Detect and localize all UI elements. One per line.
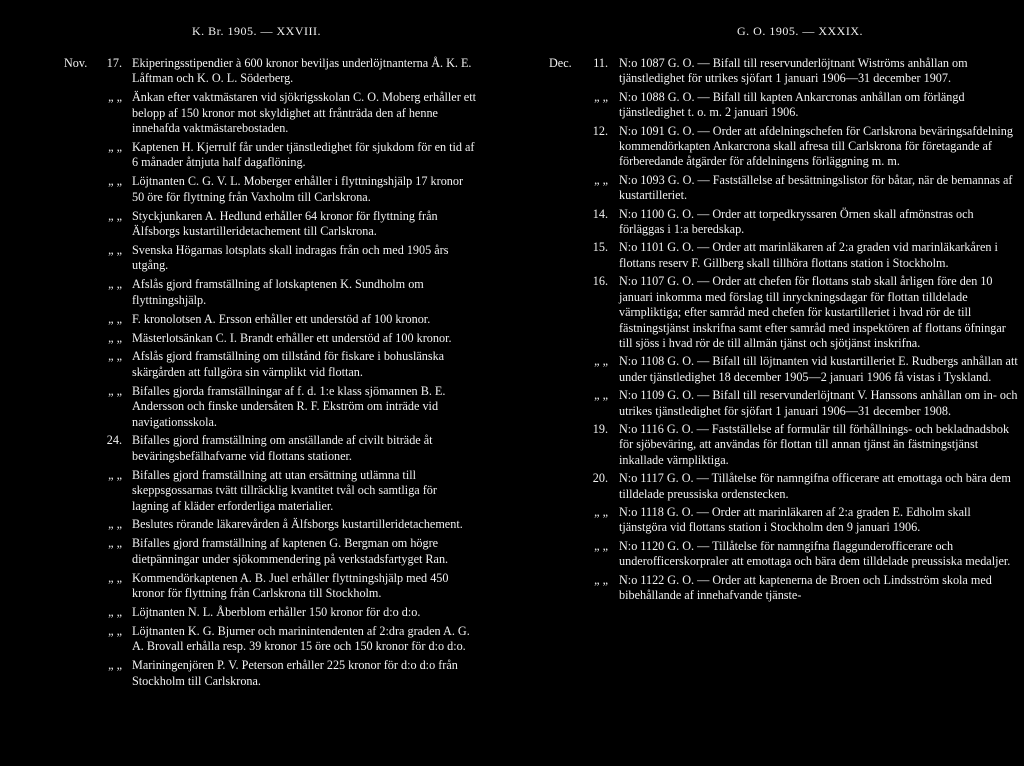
entry-day: „ „	[108, 311, 122, 326]
entry-day: 14.	[592, 206, 608, 221]
entry-day: „ „	[594, 572, 608, 587]
entry	[532, 207, 1024, 238]
entry-text: N:o 1116 G. O. — Fastställelse af formulär till förhållnings- och bekladnadsbok för sjöbeväring, att användas för flottan till annan tjänst än fästningstjänst inkallade värnpliktiga.	[619, 421, 1010, 467]
entry-text: Löjtnanten C. G. V. L. Moberger erhåller i flyttningshjälp 17 kronor 50 öre för flyttning från Vaxholm till Carlskrona.	[132, 174, 464, 204]
entry-text: N:o 1087 G. O. — Bifall till reservunderlöjtnant Wiströms anhållan om tjänstledighet för utrikes sjöfart 1 januari 1906—31 december 1907.	[619, 56, 968, 86]
entry	[0, 468, 490, 514]
entry-text: Ekiperingsstipendier à 600 kronor beviljas underlöjtnanterna Å. K. E. Låftman och K. O. L. Söderberg.	[132, 56, 472, 86]
entry-text: Bifalles gjord framställning af kaptenen G. Bergman om högre dietpänningar under sjökommendering på verkstadsfartyget Ran.	[132, 536, 449, 566]
entry	[0, 517, 490, 532]
entry-day: „ „	[594, 538, 608, 553]
entry-text: N:o 1108 G. O. — Bifall till löjtnanten vid kustartilleriet E. Rudbergs anhållan att under tjänstledighet 18 december 1905—2 januari 1906 få vistas i Tyskland.	[619, 354, 1018, 384]
entry-day: „ „	[594, 172, 608, 187]
entry	[0, 90, 490, 136]
entry-day: „ „	[108, 242, 122, 257]
entry-text: Löjtnanten K. G. Bjurner och marinintendenten af 2:dra graden A. G. A. Brovall erhålla resp. 39 kronor 15 öre och 150 kronor för d:o d:o.	[132, 623, 470, 654]
entry	[532, 471, 1024, 502]
entry	[0, 658, 490, 689]
entry	[0, 209, 490, 240]
entry-text: Bifalles gjord framställning om anställande af civilt biträde åt beväringsbefälhafvarne vid flottans stationer.	[132, 433, 433, 463]
entry-text: Styckjunkaren A. Hedlund erhåller 64 kronor för flyttning från Älfsborgs kustartilleridetachement till Carlskrona.	[132, 208, 438, 239]
entry	[0, 384, 490, 430]
entry-text: Änkan efter vaktmästaren vid sjökrigsskolan C. O. Moberg erhåller ett belopp af 150 kronor mot skyldighet att frånträda den af henne innehafda vaktmästarebostaden.	[132, 90, 476, 136]
entry-text: N:o 1122 G. O. — Order att kaptenerna de Broen och Lindsström skola med bibehållande af innehafvande tjänste-	[619, 572, 992, 602]
entry-day: 19.	[592, 421, 608, 436]
entry	[0, 536, 490, 567]
entry	[532, 354, 1024, 385]
entry-day: 16.	[592, 274, 608, 289]
entry-text: N:o 1101 G. O. — Order att marinläkaren af 2:a graden vid marinläkarkåren i flottans reserv F. Gillberg skall tillhöra flottans station i Stockholm.	[619, 240, 998, 270]
entry	[532, 124, 1024, 170]
entry-text: Mariningenjören P. V. Peterson erhåller 225 kronor för d:o d:o från Stockholm till Carlskrona.	[132, 658, 458, 688]
entry-text: Svenska Högarnas lotsplats skall indragas från och med 1905 års utgång.	[132, 242, 449, 273]
page-header: K. Br. 1905. — XXVIII.	[192, 24, 321, 38]
right-page	[532, 0, 1024, 766]
entry	[532, 90, 1024, 121]
entry-text: N:o 1109 G. O. — Bifall till reservunderlöjtnant V. Hanssons anhållan om in- och utrikes tjänstledighet för sjöfart 1 januari 1906—31 december 1908.	[619, 388, 1018, 418]
entry	[532, 274, 1024, 351]
entry-day: „ „	[108, 536, 122, 551]
entry-day: 20.	[592, 471, 608, 486]
entry	[532, 422, 1024, 468]
entry	[0, 349, 490, 380]
entry-day: „ „	[108, 349, 122, 364]
entry	[532, 539, 1024, 570]
entry-day: 17.	[106, 56, 122, 70]
entry-text: Afslås gjord framställning om tillstånd för fiskare i bohuslänska skärgården att fullgöra sin värnplikt vid flottan.	[132, 349, 445, 379]
entry-day: „ „	[594, 388, 608, 403]
entry	[0, 571, 490, 602]
entry-day: 12.	[592, 123, 608, 138]
entry-month: Dec.	[549, 56, 572, 70]
entry-day: 15.	[592, 240, 608, 255]
entry-text: N:o 1100 G. O. — Order att torpedkryssaren Örnen skall afmönstras och förläggas i 1:a beredskap.	[619, 206, 974, 237]
entry-day: „ „	[108, 140, 122, 155]
entry-text: N:o 1120 G. O. — Tillåtelse för namngifna flaggunderofficerare och underofficerskorpraler att emottaga och bära dem tilldelade preussiska medaljer.	[619, 538, 1011, 569]
entry	[0, 624, 490, 655]
entry	[532, 573, 1024, 604]
entry	[532, 240, 1024, 271]
entry-list	[532, 56, 1024, 603]
entry-month: Nov.	[64, 56, 88, 70]
entry-day: „ „	[108, 467, 122, 482]
entry-text: Beslutes rörande läkarevården å Älfsborgs kustartilleridetachement.	[132, 517, 463, 532]
entry	[532, 505, 1024, 536]
entry-text: N:o 1093 G. O. — Fastställelse af besättningslistor för båtar, när de bemannas af kustartilleriet.	[619, 172, 1013, 203]
entry-text: N:o 1118 G. O. — Order att marinläkaren af 2:a graden E. Edholm skall tjänstgöra vid flottans station i Stockholm den 9 januari 1906.	[619, 504, 971, 535]
entry-day: „ „	[594, 504, 608, 519]
entry-text: Bifalles gjord framställning att utan ersättning utlämna till skeppsgossarnas tvätt tillräcklig kvantitet tvål och samtliga för lagning af kläder erforderliga materialier.	[132, 467, 437, 513]
entry-text: Löjtnanten N. L. Åberblom erhåller 150 kronor för d:o d:o.	[132, 605, 421, 619]
entry	[0, 243, 490, 274]
entry-day: „ „	[108, 330, 122, 345]
entry-day: „ „	[108, 174, 122, 189]
entry-day: 24.	[106, 433, 122, 448]
entry-text: Mästerlotsänkan C. I. Brandt erhåller ett understöd af 100 kronor.	[132, 330, 452, 345]
entry-text: N:o 1091 G. O. — Order att afdelningschefen för Carlskrona beväringsafdelning kommendörkapten Ankarcrona skall afresa till Carlskrona för företagande af förberedande åtgärder för afdelningens förläggning m. m.	[619, 123, 1013, 169]
entry	[0, 312, 490, 327]
entry-day: „ „	[108, 208, 122, 223]
entry-list	[0, 56, 490, 689]
entry-day: „ „	[108, 570, 122, 585]
entry-text: F. kronolotsen A. Ersson erhåller ett understöd af 100 kronor.	[132, 311, 431, 326]
entry-day: „ „	[108, 90, 122, 105]
entry	[532, 56, 1024, 87]
entry	[0, 331, 490, 346]
entry-day: „ „	[108, 623, 122, 638]
entry-day: „ „	[108, 605, 122, 619]
page-header: G. O. 1905. — XXXIX.	[737, 24, 863, 38]
entry	[0, 605, 490, 620]
entry-text: Kaptenen H. Kjerrulf får under tjänstledighet för sjukdom för en tid af 6 månader åtnjuta half dagaflöning.	[132, 140, 475, 170]
entry	[532, 388, 1024, 419]
entry	[0, 56, 490, 87]
entry-text: N:o 1107 G. O. — Order att chefen för flottans stab skall årligen före den 10 januari inkomma med förslag till inryckningsdagar för flottan tilldelade värnpliktiga; efter samråd med chefen för kustartilleriet i hvad rör de till fästningstjänst inskrifna samt efter samråd med inspektören af flottans öfningar till sjöss i hvad rör de till allmän tjänst och sjötjänst inskrifna.	[619, 274, 1006, 350]
entry-text: Bifalles gjorda framställningar af f. d. 1:e klass sjömannen B. E. Andersson och finske undersåten R. F. Ekström om inträde vid navigationsskola.	[132, 383, 446, 429]
left-page	[0, 0, 490, 766]
entry	[0, 433, 490, 464]
entry-day: „ „	[108, 383, 122, 398]
entry-text: Kommendörkaptenen A. B. Juel erhåller flyttningshjälp med 450 kronor för flyttning från Carlskrona till Stockholm.	[132, 570, 449, 601]
entry-day: „ „	[594, 354, 608, 369]
entry-text: N:o 1088 G. O. — Bifall till kapten Ankarcronas anhållan om förlängd tjänstledighet t. o. m. 2 januari 1906.	[619, 89, 965, 120]
entry-day: „ „	[108, 277, 122, 292]
entry	[0, 140, 490, 171]
entry-day: „ „	[108, 517, 122, 532]
entry	[532, 173, 1024, 204]
entry	[0, 174, 490, 205]
entry-day: 11.	[593, 56, 608, 70]
entry	[0, 277, 490, 308]
entry-text: N:o 1117 G. O. — Tillåtelse för namngifna officerare att emottaga och bära dem tilldelade preussiska ordenstecken.	[619, 471, 1011, 501]
entry-text: Afslås gjord framställning af lotskaptenen K. Sundholm om flyttningshjälp.	[132, 277, 424, 307]
entry-day: „ „	[594, 89, 608, 104]
entry-day: „ „	[108, 658, 122, 673]
